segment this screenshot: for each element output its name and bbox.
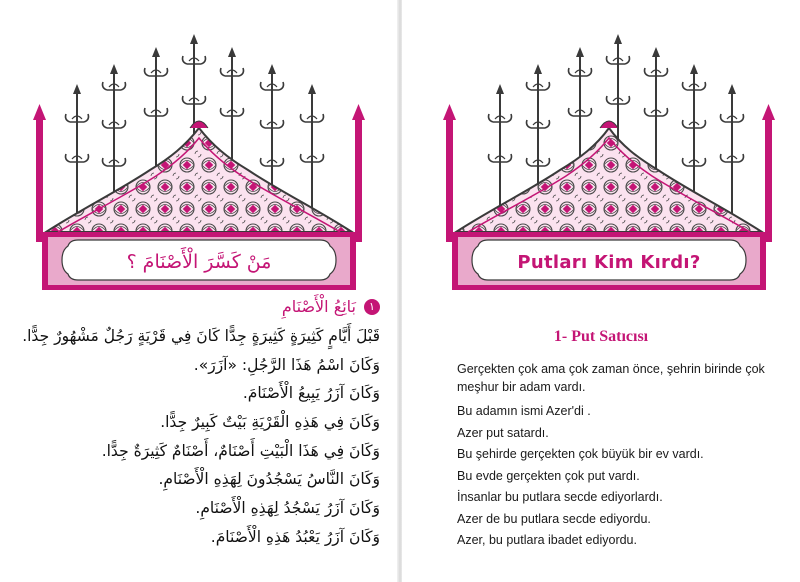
arabic-line: وَكَانَ فِي هَذَا الْبَيْتِ أَصْنَامٌ، أَصْنَامٌ كَثِيرَةٌ جِدًّا. (101, 441, 380, 460)
left-page (0, 0, 398, 582)
turkish-line: Azer de bu putlara secde ediyordu. (457, 511, 651, 526)
arabic-line: وَكَانَ آزَرُ يَسْجُدُ لِهَذِهِ الْأَصْنَامِ. (195, 499, 380, 518)
section-number-badge: ١ (364, 299, 380, 315)
turkish-line: Bu evde gerçekten çok put vardı. (457, 468, 640, 483)
arabic-line: وَكَانَ آزَرُ يَعْبُدُ هَذِهِ الْأَصْنَامَ. (210, 527, 380, 546)
arabic-line: قَبْلَ أَيَّامٍ كَثِيرَةٍ كَثِيرَةٍ جِدًّا كَانَ فِي قَرْيَةٍ رَجُلٌ مَشْهُورٌ جِدًّا. (22, 327, 380, 345)
arabic-text-block (24, 292, 380, 552)
arabic-line: وَكَانَ فِي هَذِهِ الْقَرْيَةِ بَيْتٌ كَبِيرٌ جِدًّا. (160, 413, 380, 432)
turkish-line: Bu şehirde gerçekten çok büyük bir ev vardı. (457, 447, 704, 461)
turkish-text-block (457, 360, 782, 552)
turkish-line: Bu adamın ismi Azer'di . (457, 404, 591, 418)
turkish-line: İnsanlar bu putlara secde ediyorlardı. (457, 490, 663, 504)
turkish-section-title: 1- Put Satıcısı (553, 328, 649, 345)
arabic-section-heading (24, 292, 380, 322)
turkish-paragraph: Gerçekten çok ama çok zaman önce, şehrin birinde çok meşhur bir adam vardı. (457, 362, 765, 394)
arabic-line: وَكَانَ اسْمُ هَذَا الرَّجُلِ: «آزَرَ». (193, 355, 380, 374)
arabic-line: وَكَانَ آزَرُ يَبِيعُ الْأَصْنَامَ. (242, 384, 380, 403)
arabic-line: وَكَانَ النَّاسُ يَسْجُدُونَ لِهَذِهِ الْأَصْنَامِ. (158, 470, 380, 489)
arabic-section-title: بَائِعُ الْأَصْنَامِ (281, 297, 356, 316)
right-banner-title: Putları Kim Kırdı? (517, 252, 701, 273)
left-header-ornament (0, 0, 398, 290)
turkish-line: Azer put satardı. (457, 425, 549, 440)
right-header-ornament (402, 0, 800, 290)
left-banner-title: مَنْ كَسَّرَ الْأَصْنَامَ ؟ (126, 251, 272, 273)
right-page (402, 0, 800, 582)
turkish-line: Azer, bu putlara ibadet ediyordu. (457, 533, 637, 547)
